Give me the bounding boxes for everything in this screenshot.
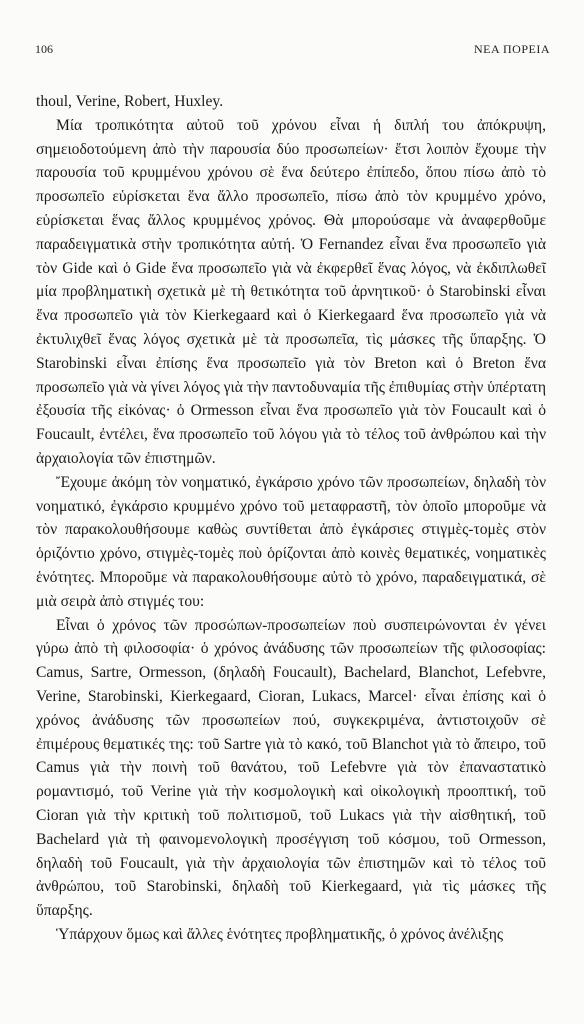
page-number: 106: [35, 42, 53, 56]
running-title: ΝΕΑ ΠΟΡΕΙΑ: [474, 42, 550, 56]
paragraph-continuation: thoul, Verine, Robert, Huxley.: [36, 93, 224, 110]
paragraph: Μία τροπικότητα αὐτοῦ τοῦ χρόνου εἶναι ἡ διπλή του ἀπόκρυψη, σημειοδοτούμενη ἀπὸ τὴν παρουσία δύο προσωπείων· ἔτσι λοιπὸν ἔχουμε τὴν παρουσία τοῦ κρυμμένου χρόνου σὲ ἕνα δεύτερο ἐπίπεδο, ὅπου πίσω ἀπὸ τὸ προσωπεῖο εὑρίσκεται ἕνα ἄλλο προσωπεῖο, πίσω ἀπὸ τὸν κρυμμένο χρόνο, εὑρίσκεται ἕνας ἄλλος κρυμμένος χρόνος. Θὰ μπορούσαμε νὰ ἀναφερθοῦμε παραδειγματικὰ στὴν τροπικότητα αὐτή. Ὁ Fernandez εἶναι ἕνα προσωπεῖο γιὰ τὸν Gide καὶ ὁ Gide ἕνα προσωπεῖο γιὰ νὰ ἐκφερθεῖ ἕνας λόγος, νὰ ἐκδιπλωθεῖ μία προβληματικὴ σχετικὰ μὲ τὴ θετικότητα τοῦ ἀρνητικοῦ· ὁ Starobinski εἶναι ἕνα προσωπεῖο γιὰ τὸν Kierkegaard καὶ ὁ Kierkegaard ἕνα προσωπεῖο γιὰ νὰ ἐκτυλιχθεῖ ἕνας λόγος σχετικὰ μὲ τὰ προσωπεῖα, τὶς μάσκες τῆς ὕπαρξης. Ὁ Starobinski εἶναι ἐπίσης ἕνα προσωπεῖο γιὰ τὸν Breton καὶ ὁ Breton ἕνα προσωπεῖο γιὰ νὰ γίνει λόγος γιὰ τὴν παντοδυναμία τῆς ἐπιθυμίας στὴν ὑπέρτατη ἐξουσία τῆς εἰκόνας· ὁ Ormesson εἶναι ἕνα προσωπεῖο γιὰ τὸν Foucault καὶ ὁ Foucault, ἐντέλει, ἕνα προσωπεῖο τοῦ λόγου γιὰ τὸ τέλος τοῦ ἀνθρώπου καὶ τὴν ἀρχαιολογία τῶν ἐπιστημῶν.: [36, 116, 546, 467]
paragraph: Εἶναι ὁ χρόνος τῶν προσώπων-προσωπείων ποὺ συσπειρώνονται ἐν γένει γύρω ἀπὸ τὴ φιλοσοφία· ὁ χρόνος ἀνάδυσης τῶν προσωπείων τῆς φιλοσοφίας: Camus, Sartre, Ormesson, (δηλαδὴ Foucault), Bachelard, Blanchot, Lefebvre, Verine, Starobinski, Kierkegaard, Cioran, Lukacs, Marcel· εἶναι ἐπίσης καὶ ὁ χρόνος ἀνάδυσης τῶν προσωπείων πού, συγκεκριμένα, ἀντιστοιχοῦν σὲ ἐπιμέρους θεματικές της: τοῦ Sartre γιὰ τὸ κακό, τοῦ Blanchot γιὰ τὸ ἄπειρο, τοῦ Camus γιὰ τὴν ποινὴ τοῦ θανάτου, τοῦ Lefebvre γιὰ τὸν ἐπαναστατικὸ ρομαντισμό, τοῦ Verine γιὰ τὴν κοσμολογικὴ καὶ οἰκολογικὴ προοπτική, τοῦ Cioran γιὰ τὴν κριτικὴ τοῦ πολιτισμοῦ, τοῦ Lukacs γιὰ τὴν αἰσθητική, τοῦ Bachelard γιὰ τὴ φαινομενολογικὴ προσέγγιση τοῦ κόσμου, τοῦ Ormesson, δηλαδὴ τοῦ Foucault, γιὰ τὴν ἀρχαιολογία τῶν ἐπιστημῶν καὶ τὸ τέλος τοῦ ἀνθρώπου, τοῦ Starobinski, δηλαδὴ τοῦ Kierkegaard, γιὰ τὶς μάσκες τῆς ὕπαρξης.: [36, 616, 546, 920]
body-text: [36, 90, 546, 947]
paragraph: Ὑπάρχουν ὅμως καὶ ἄλλες ἑνότητες προβληματικῆς, ὁ χρόνος ἀνέλιξης: [56, 925, 504, 943]
page-header: [35, 42, 550, 58]
paragraph: Ἔχουμε ἀκόμη τὸν νοηματικό, ἐγκάρσιο χρόνο τῶν προσωπείων, δηλαδὴ τὸν νοηματικό, ἐγκάρσιο κρυμμένο χρόνο τοῦ μεταφραστῆ, τὸν ὁποῖο μποροῦμε νὰ τὸν παρακολουθήσουμε καθὼς συντίθεται ἀπὸ ἐγκάρσιες στιγμὲς-τομὲς στὸν ὁριζόντιο χρόνο, στιγμὲς-τομὲς ποὺ ὁρίζονται ἀπὸ κοινὲς θεματικές, νοηματικὲς ἑνότητες. Μποροῦμε νὰ παρακολουθήσουμε αὐτὸ τὸ χρόνο, παραδειγματικά, σὲ μιὰ σειρὰ ἀπὸ στιγμές του:: [36, 473, 546, 610]
